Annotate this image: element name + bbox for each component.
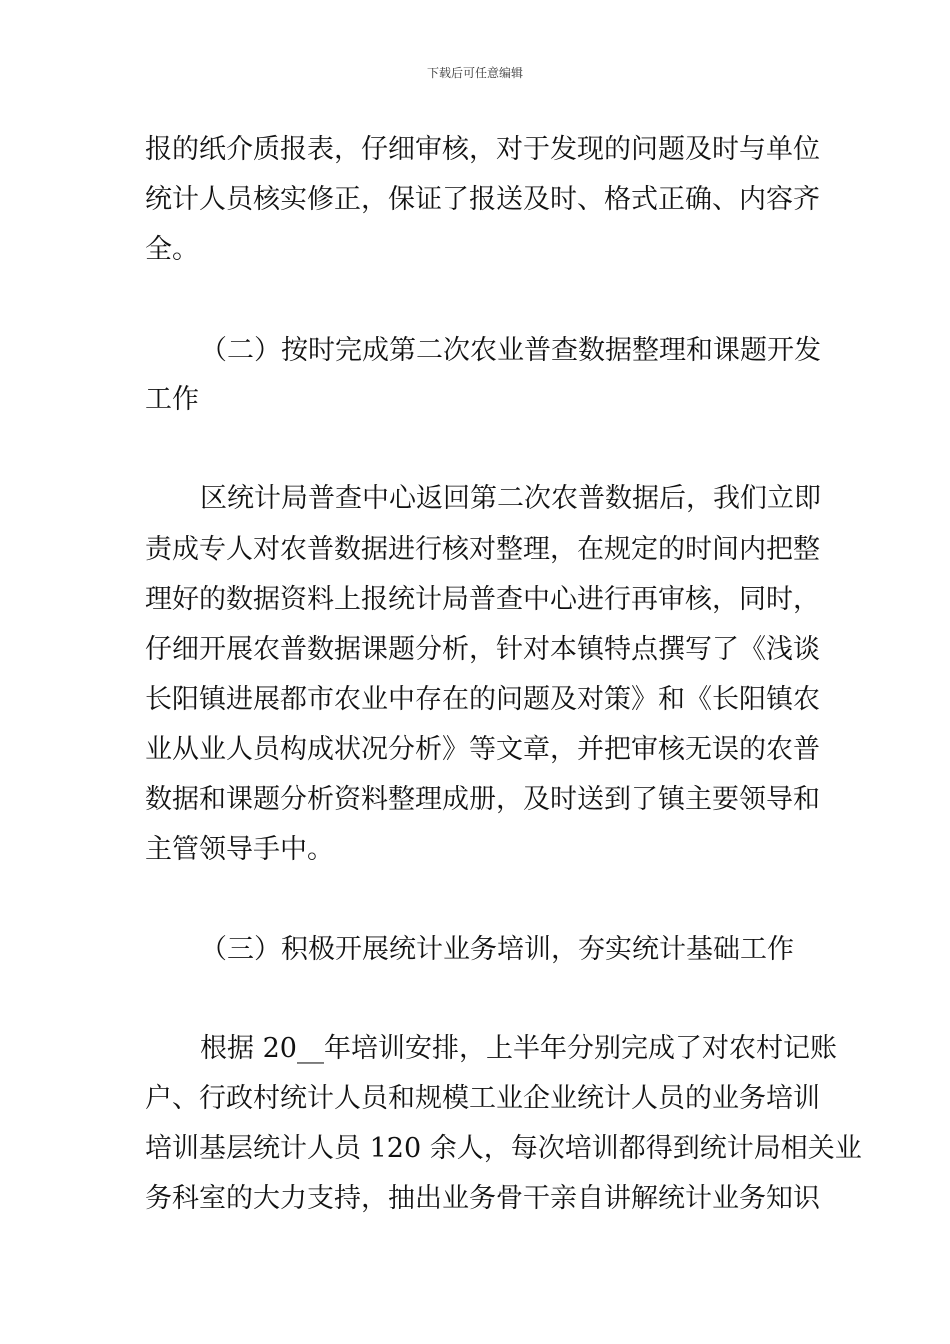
page-header: 下载后可任意编辑 — [426, 66, 523, 80]
paragraph-line: 区统计局普查中心返回第二次农普数据后，我们立即 — [200, 483, 821, 514]
paragraph-line: 务科室的大力支持，抽出业务骨干亲自讲解统计业务知识 — [145, 1183, 820, 1214]
section-heading-continued: 工作 — [145, 384, 199, 415]
paragraph-line: 责成专人对农普数据进行核对整理，在规定的时间内把整 — [145, 534, 820, 565]
paragraph-line: 长阳镇进展都市农业中存在的问题及对策》和《长阳镇农 — [145, 684, 820, 715]
section-heading: （三）积极开展统计业务培训，夯实统计基础工作 — [200, 934, 794, 965]
paragraph-line: 统计人员核实修正，保证了报送及时、格式正确、内容齐 — [145, 184, 820, 215]
paragraph-line: 主管领导手中。 — [145, 834, 334, 865]
paragraph-line: 根据 20__年培训安排，上半年分别完成了对农村记账 — [200, 1033, 837, 1064]
paragraph-line: 业从业人员构成状况分析》等文章，并把审核无误的农普 — [145, 734, 820, 765]
paragraph-line: 报的纸介质报表，仔细审核，对于发现的问题及时与单位 — [145, 134, 820, 165]
paragraph-line: 培训基层统计人员 120 余人，每次培训都得到统计局相关业 — [145, 1133, 862, 1164]
paragraph-line: 仔细开展农普数据课题分析，针对本镇特点撰写了《浅谈 — [145, 634, 820, 665]
paragraph-line: 户、行政村统计人员和规模工业企业统计人员的业务培训 — [145, 1083, 820, 1114]
section-heading: （二）按时完成第二次农业普查数据整理和课题开发 — [200, 335, 821, 366]
paragraph-line: 理好的数据资料上报统计局普查中心进行再审核，同时， — [145, 584, 820, 615]
paragraph-line: 数据和课题分析资料整理成册，及时送到了镇主要领导和 — [145, 784, 820, 815]
paragraph-line: 全。 — [145, 234, 199, 265]
